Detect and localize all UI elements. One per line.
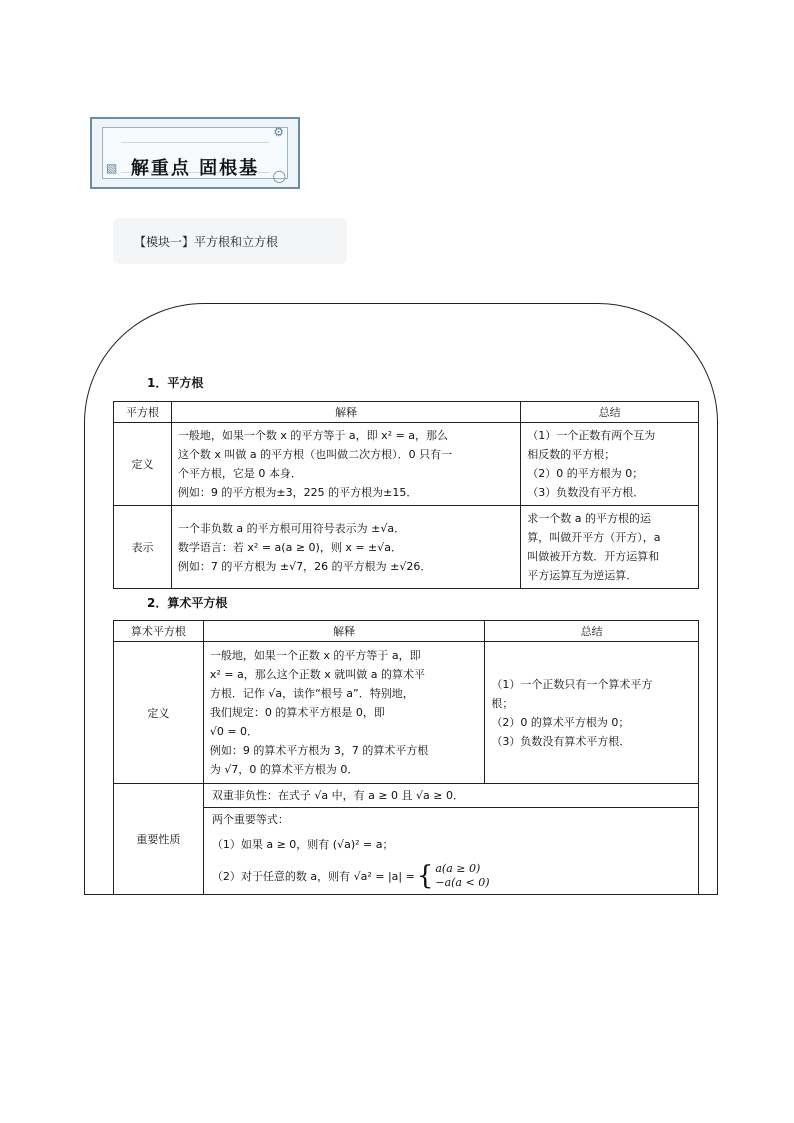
arithmetic-root-table <box>113 620 699 895</box>
summary-cell <box>521 506 699 589</box>
text-line: 例如：7 的平方根为 ±√7，26 的平方根为 ±√26． <box>177 559 432 573</box>
case-line: −a(a < 0) <box>435 876 490 889</box>
row-label: 重要性质 <box>114 784 204 895</box>
explanation-cell <box>171 506 520 589</box>
content-frame <box>84 303 718 895</box>
identity-text: （2）对于任意的数 a，则有 √a² = |a| = <box>211 869 415 883</box>
banner-frame <box>102 127 288 179</box>
column-header: 总结 <box>521 402 699 423</box>
summary-cell <box>521 423 699 506</box>
text-line: 例如：9 的算术平方根为 3，7 的算术平方根 <box>209 744 429 757</box>
table-row <box>114 423 699 506</box>
square-root-table <box>113 401 699 589</box>
section-title-arithmetic-root: 2．算术平方根 <box>147 596 228 610</box>
table-row <box>114 642 699 784</box>
text-line: 一个非负数 a 的平方根可用符号表示为 ±√a． <box>177 521 406 535</box>
banner-title: 解重点 固根基 <box>130 158 260 179</box>
text-line: （3）负数没有算术平方根． <box>491 734 631 748</box>
module-label: 【模块一】平方根和立方根 <box>113 218 347 264</box>
text-line: 我们规定：0 的算术平方根是 0，即 <box>209 706 385 719</box>
explanation-cell <box>203 642 484 784</box>
summary-cell <box>485 642 699 784</box>
text-line: 求一个数 a 的平方根的运 <box>527 512 652 525</box>
text-line: （1）一个正数有两个互为 <box>527 429 656 442</box>
table-row <box>114 506 699 589</box>
identity-line <box>204 858 698 894</box>
text-line: （2）0 的平方根为 0； <box>527 467 644 480</box>
paperclip-icon: ◯ <box>272 169 286 183</box>
row-label: 定义 <box>114 423 172 506</box>
text-line: （1）一个正数只有一个算术平方 <box>491 677 653 691</box>
column-header: 解释 <box>171 402 520 423</box>
text-line: （1）如果 a ≥ 0，则有 (√a)² = a； <box>211 838 394 851</box>
column-header: 平方根 <box>114 402 172 423</box>
case-line: a(a ≥ 0) <box>435 862 481 875</box>
text-line: 平方运算互为逆运算． <box>527 569 638 582</box>
text-line: （3）负数没有平方根． <box>527 486 645 499</box>
scroll-icon: ⚙ <box>273 125 284 139</box>
text-line: 叫做被开方数．开方运算和 <box>527 550 660 563</box>
brace-symbol: { <box>416 861 434 891</box>
text-line: 一般地，如果一个数 x 的平方等于 a，即 x² = a，那么 <box>177 429 449 442</box>
row-label: 定义 <box>114 642 204 784</box>
text-line: 两个重要等式： <box>211 813 289 826</box>
text-line: x² = a，那么这个正数 x 就叫做 a 的算术平 <box>209 668 425 681</box>
text-line: 例如：9 的平方根为±3，225 的平方根为±15． <box>177 486 418 499</box>
text-line: 根； <box>491 696 514 710</box>
text-line: 方根．记作 √a，读作“根号 a”．特别地， <box>209 687 414 700</box>
text-line: 相反数的平方根； <box>527 448 616 461</box>
section-title-square-root: 1．平方根 <box>147 376 204 390</box>
text-line: 算，叫做开平方（开方），a <box>527 531 661 544</box>
text-line: 为 √7，0 的算术平方根为 0． <box>209 763 359 776</box>
text-line: 数学语言：若 x² = a(a ≥ 0)，则 x = ±√a． <box>177 540 403 554</box>
text-line: （2）0 的算术平方根为 0； <box>491 715 630 729</box>
explanation-cell <box>171 423 520 506</box>
text-line: √0 = 0． <box>209 725 259 738</box>
bookmark-icon: ▧ <box>106 161 118 175</box>
row-label: 表示 <box>114 506 172 589</box>
text-line: 一般地，如果一个正数 x 的平方等于 a，即 <box>209 649 421 662</box>
text-line: 个平方根，它是 0 本身． <box>177 467 302 480</box>
text-line: 双重非负性：在式子 √a 中，有 a ≥ 0 且 √a ≥ 0． <box>204 784 698 808</box>
banner-line <box>121 142 269 143</box>
section-banner <box>90 117 300 189</box>
piecewise-cases <box>435 862 489 890</box>
column-header: 解释 <box>203 621 484 642</box>
table-header-row <box>114 621 699 642</box>
table-header-row <box>114 402 699 423</box>
table-row <box>114 784 699 895</box>
text-line: 这个数 x 叫做 a 的平方根（也叫做二次方根）．0 只有一 <box>177 448 453 461</box>
property-cell <box>203 784 698 895</box>
column-header: 算术平方根 <box>114 621 204 642</box>
column-header: 总结 <box>485 621 699 642</box>
